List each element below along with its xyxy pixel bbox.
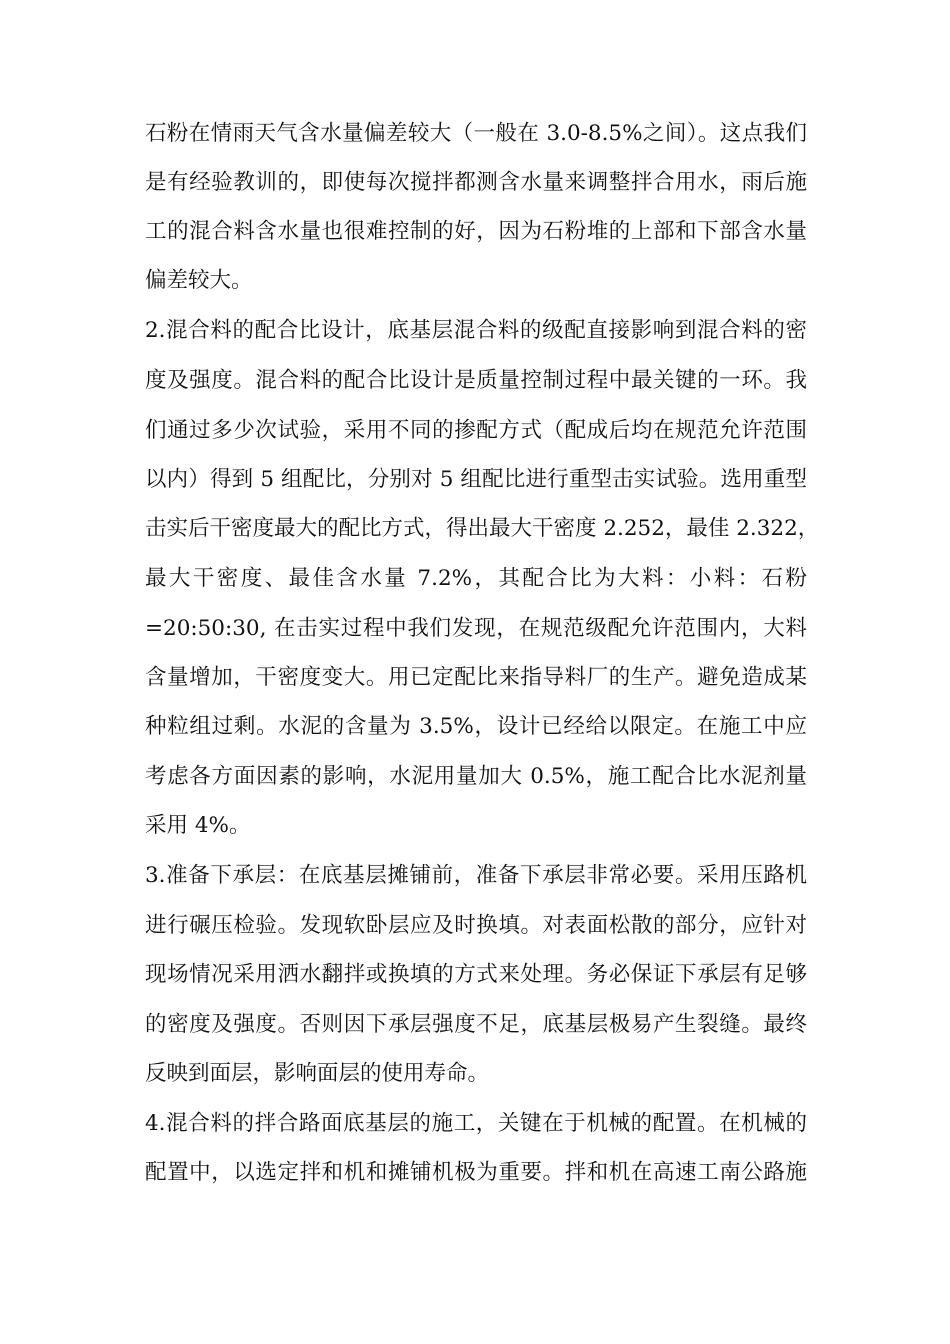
text-line: 现场情况采用洒水翻拌或换填的方式来处理。务必保证下承层有足够 bbox=[145, 962, 807, 987]
text-line: 含量增加，干密度变大。用已定配比来指导料厂的生产。避免造成某 bbox=[145, 665, 807, 690]
text-line: 偏差较大。 bbox=[145, 268, 253, 293]
text-line: 进行碾压检验。发现软卧层应及时换填。对表面松散的部分，应针对 bbox=[145, 913, 807, 938]
text-line: 工的混合料含水量也很难控制的好，因为石粉堆的上部和下部含水量 bbox=[145, 219, 807, 244]
text-line: 们通过多少次试验，采用不同的掺配方式（配成后均在规范允许范围 bbox=[145, 418, 807, 443]
text-line: 的密度及强度。否则因下承层强度不足，底基层极易产生裂缝。最终 bbox=[145, 1012, 807, 1037]
text-line: 击实后干密度最大的配比方式，得出最大干密度 2.252，最佳 2.322， bbox=[145, 516, 820, 541]
text-line: 最大干密度、最佳含水量 7.2%，其配合比为大料：小料：石粉 bbox=[145, 566, 807, 591]
text-line: 2.混合料的配合比设计，底基层混合料的级配直接影响到混合料的密 bbox=[145, 318, 807, 343]
text-line: 反映到面层，影响面层的使用寿命。 bbox=[145, 1061, 490, 1086]
text-line: 配置中，以选定拌和机和摊铺机极为重要。拌和机在高速工南公路施 bbox=[145, 1160, 807, 1185]
text-line: 是有经验教训的，即使每次搅拌都测含水量来调整拌合用水，雨后施 bbox=[145, 170, 807, 195]
text-line: 度及强度。混合料的配合比设计是质量控制过程中最关键的一环。我 bbox=[145, 368, 807, 393]
text-line: 石粉在情雨天气含水量偏差较大（一般在 3.0-8.5%之间）。这点我们 bbox=[145, 121, 807, 146]
text-line: =20:50:30, 在击实过程中我们发现，在规范级配允许范围内，大料 bbox=[145, 616, 807, 641]
text-line: 4.混合料的拌合路面底基层的施工，关键在于机械的配置。在机械的 bbox=[145, 1111, 807, 1136]
text-line: 3.准备下承层：在底基层摊铺前，准备下承层非常必要。采用压路机 bbox=[145, 863, 807, 888]
text-line: 采用 4%。 bbox=[145, 813, 251, 838]
text-line: 以内）得到 5 组配比，分别对 5 组配比进行重型击实试验。选用重型 bbox=[145, 467, 807, 492]
text-line: 种粒组过剩。水泥的含量为 3.5%，设计已经给以限定。在施工中应 bbox=[145, 714, 807, 739]
text-line: 考虑各方面因素的影响，水泥用量加大 0.5%，施工配合比水泥剂量 bbox=[145, 764, 807, 789]
